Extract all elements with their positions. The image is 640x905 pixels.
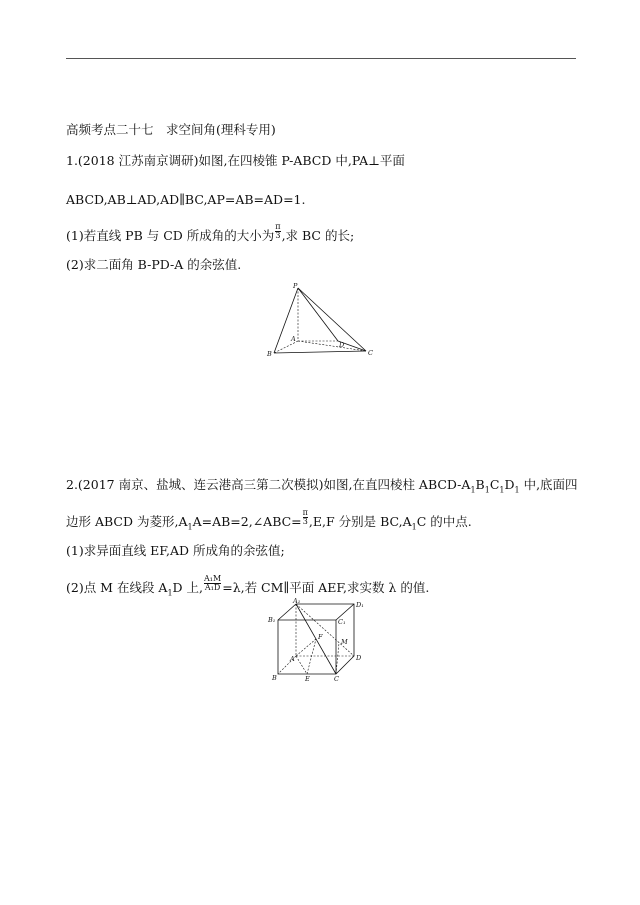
edge-pb — [274, 288, 298, 353]
q2-prism-figure — [266, 598, 376, 682]
q1-line1: 1.(2018 江苏南京调研)如图,在四棱锥 P-ABCD 中,PA⊥平面 — [66, 153, 405, 168]
q1-fraction-den: 3 — [275, 231, 281, 240]
q2-line2 — [66, 508, 472, 536]
label-e: E — [305, 675, 310, 682]
page-title: 高频考点二十七 求空间角(理科专用) — [66, 122, 276, 137]
q2-line1-post: 中,底面四 — [519, 477, 578, 492]
q2-line1-pre: 2.(2017 南京、盐城、连云港高三第二次模拟)如图,在直四棱柱 ABCD-A — [66, 477, 471, 492]
header-rule — [66, 58, 576, 59]
q2-line1-d: D — [504, 477, 515, 492]
q1-pyramid-figure — [262, 281, 384, 363]
edge-pd — [298, 288, 338, 341]
label-d1: D₁ — [356, 601, 364, 609]
q2-line1-sub2: 1 — [484, 485, 490, 495]
q2-line1-b: B — [475, 477, 485, 492]
q1-fraction — [275, 223, 280, 240]
edge-bc — [274, 351, 366, 353]
label-a: A — [290, 655, 295, 663]
q2-line4-post: =λ,若 CM∥平面 AEF,求实数 λ 的值. — [222, 580, 430, 595]
label-b: B — [272, 674, 277, 682]
q2-line4-mid: D 上, — [172, 580, 204, 595]
q1-line4: (2)求二面角 B-PD-A 的余弦值. — [66, 257, 242, 272]
q2-line1-sub4: 1 — [514, 485, 520, 495]
q2-line1-sub1: 1 — [470, 485, 476, 495]
q2-fraction-ratio-den: A₁D — [204, 583, 221, 592]
label-a: A — [291, 335, 296, 343]
q1-line2: ABCD,AB⊥AD,AD∥BC,AP=AB=AD=1. — [66, 192, 306, 207]
q2-line1 — [66, 477, 578, 499]
q2-line2-pre: 边形 ABCD 为菱形,A — [66, 514, 188, 529]
q2-fraction-angle-num: π — [302, 508, 308, 517]
edge-cm — [336, 643, 339, 674]
label-f: F — [318, 633, 323, 641]
q2-fraction-angle-den: 3 — [302, 517, 308, 526]
q2-line4-pre: (2)点 M 在线段 A — [66, 580, 168, 595]
q2-line1-sub3: 1 — [499, 485, 505, 495]
edge-ef — [307, 639, 316, 674]
q1-line3-pre: (1)若直线 PB 与 CD 所成角的大小为 — [66, 228, 275, 243]
q1-line3-post: ,求 BC 的长; — [281, 228, 355, 243]
q2-line2-sub2: 1 — [411, 522, 417, 532]
q1-fraction-num: π — [275, 222, 281, 231]
edge-af — [296, 639, 316, 656]
label-c1: C₁ — [338, 618, 346, 626]
label-b1: B₁ — [268, 616, 276, 624]
q1-line3 — [66, 222, 355, 245]
label-d: D — [339, 341, 345, 349]
q2-line2-end: C 的中点. — [416, 514, 472, 529]
q2-line2-mid: A=AB=2,∠ABC= — [192, 514, 302, 529]
label-a1: A₁ — [293, 598, 301, 605]
q2-fraction-ratio — [204, 575, 221, 592]
q2-line4-sub1: 1 — [167, 588, 173, 598]
label-c: C — [334, 675, 339, 682]
q2-fraction-angle — [303, 509, 308, 526]
label-b: B — [267, 350, 272, 358]
edge-ae — [296, 656, 307, 674]
edge-pc — [298, 288, 366, 351]
label-m: M — [341, 638, 348, 646]
q2-line2-post: ,E,F 分别是 BC,A — [308, 514, 412, 529]
edge-ac — [298, 341, 366, 351]
q2-line3: (1)求异面直线 EF,AD 所成角的余弦值; — [66, 543, 285, 558]
q2-line1-c: C — [489, 477, 500, 492]
label-d: D — [356, 654, 362, 662]
q2-line2-sub1: 1 — [187, 522, 193, 532]
label-p: P — [293, 282, 298, 290]
label-c: C — [368, 349, 373, 357]
q2-fraction-ratio-num: A₁M — [204, 574, 222, 583]
